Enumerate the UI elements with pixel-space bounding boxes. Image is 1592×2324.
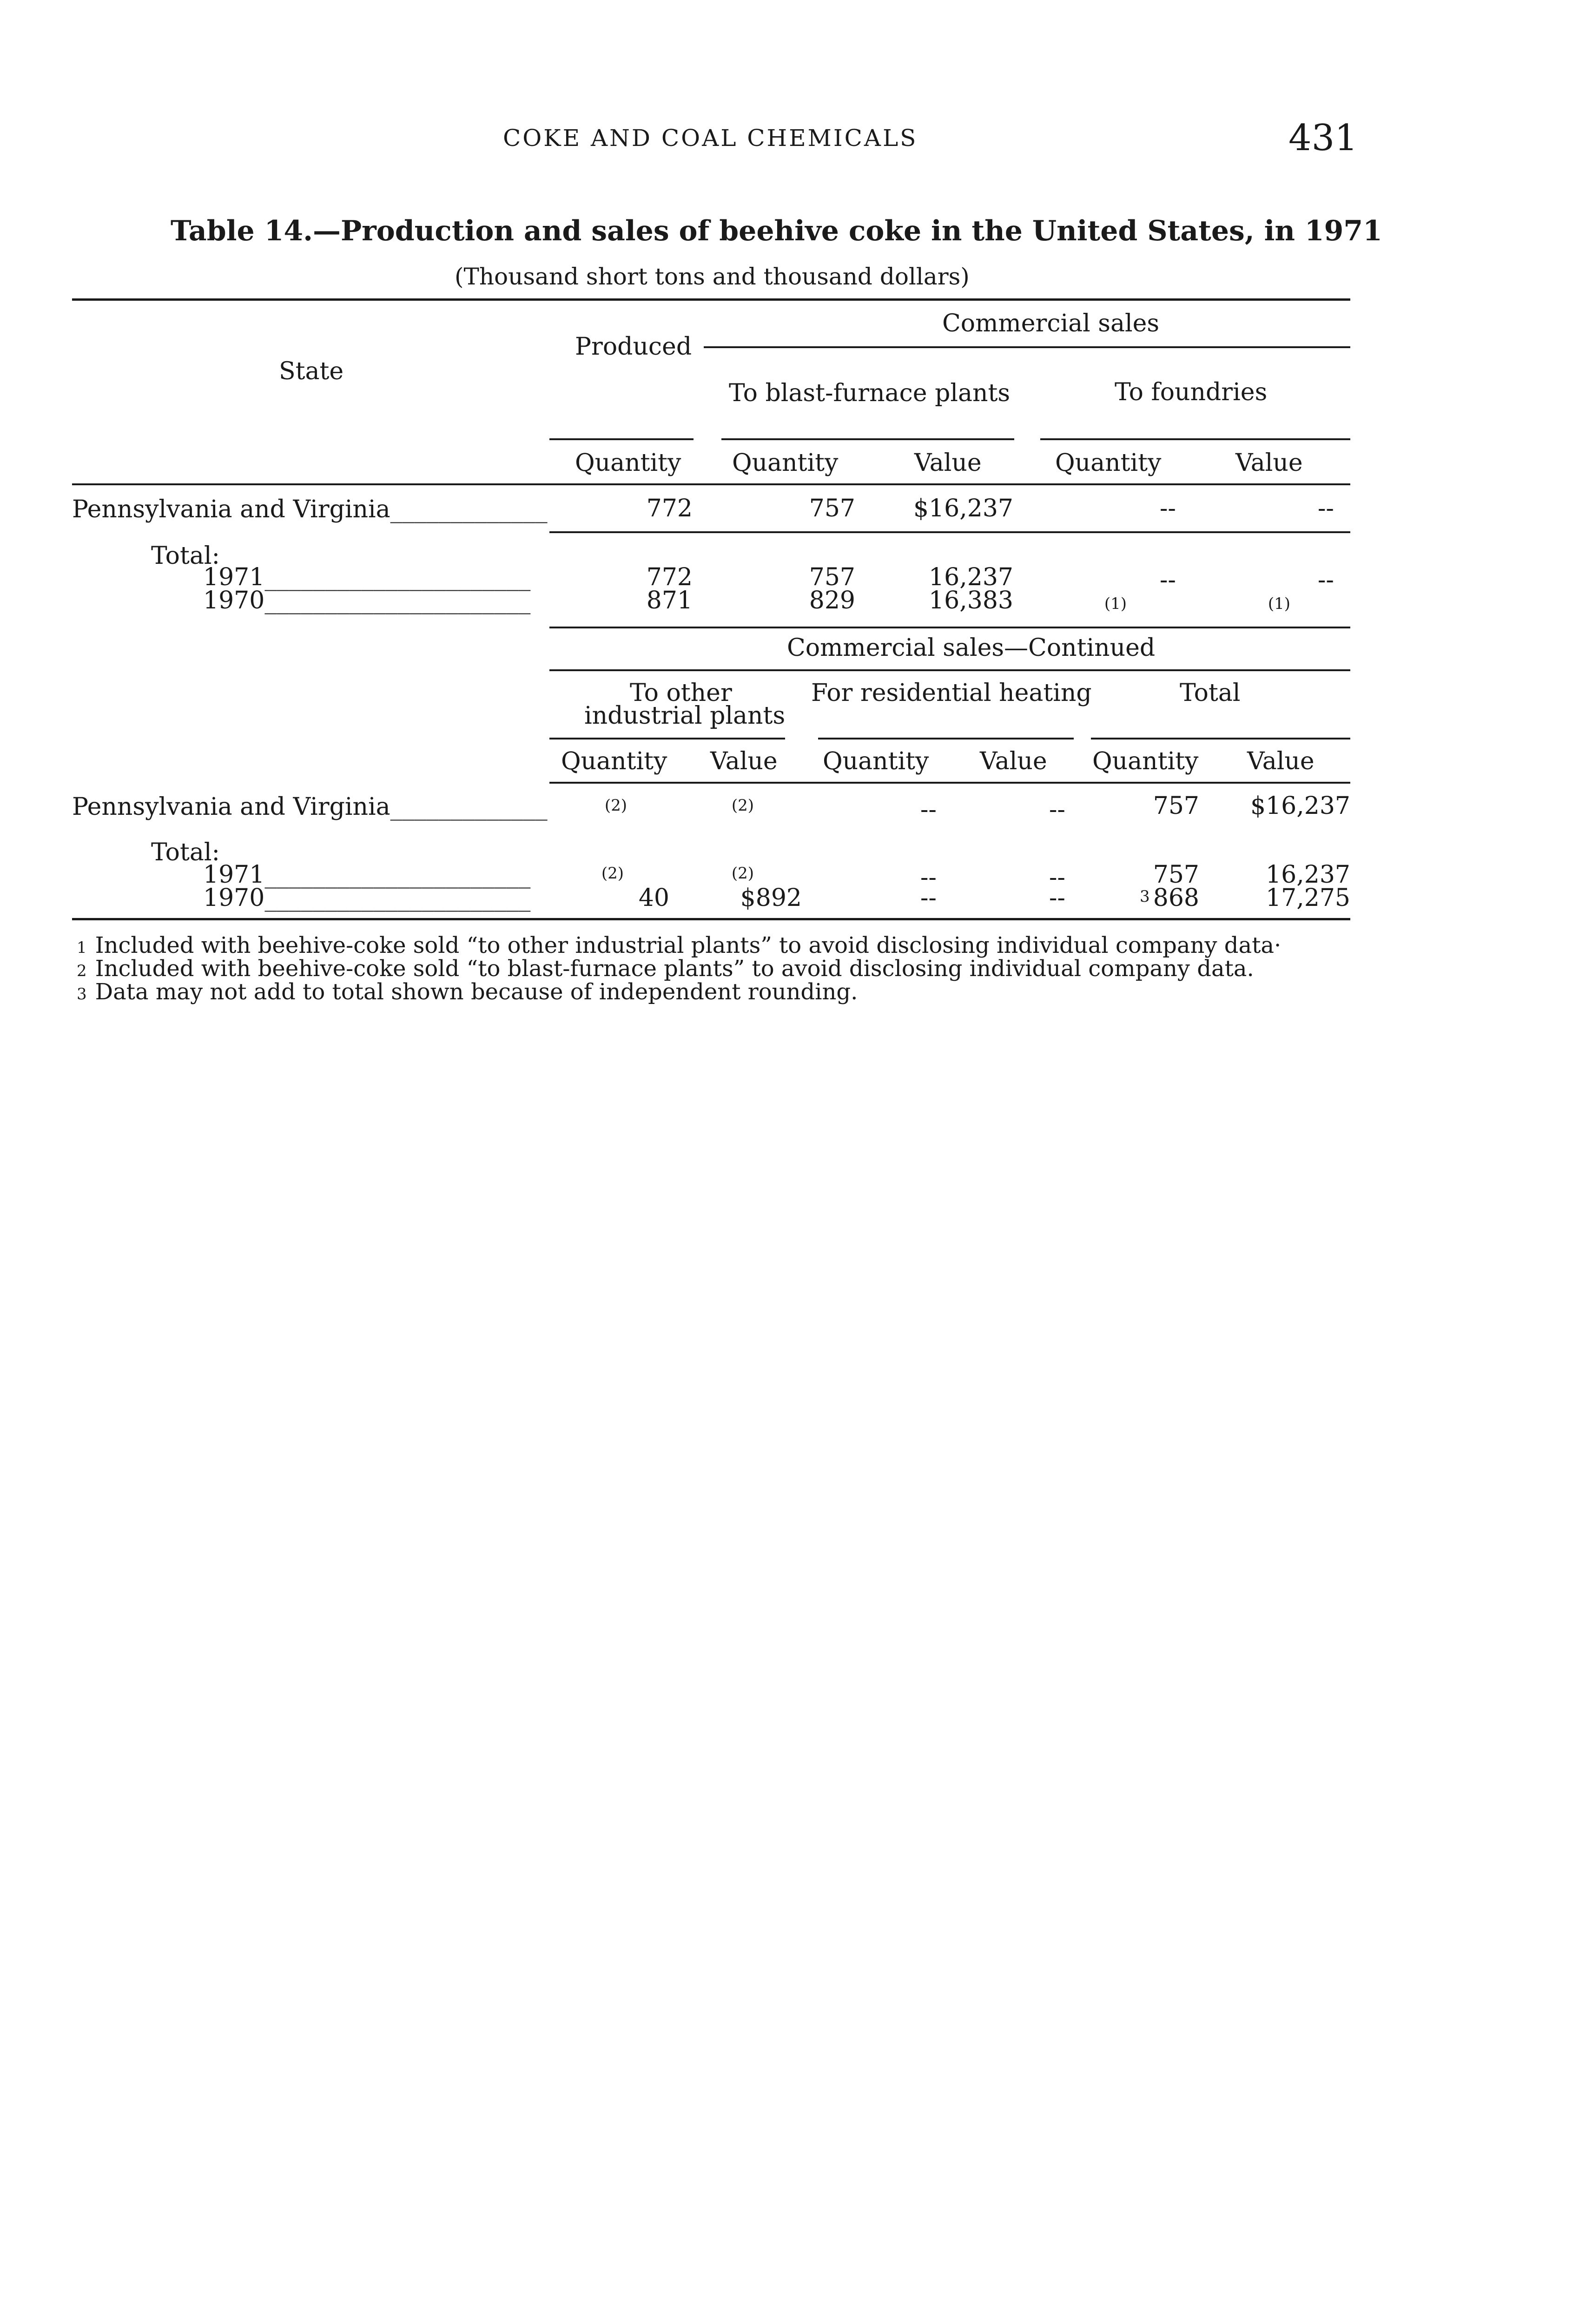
footnote-ref-2: (2) [601,864,624,883]
rule-other-group [549,738,785,739]
cell-total-quantity: 868 [1153,884,1199,912]
header-quantity-residential: Quantity [823,747,929,775]
cell-foundries-value: -- [1317,495,1334,522]
cell-total-quantity: 757 [1153,792,1199,820]
cell-foundries-quantity: -- [1159,495,1176,522]
rule-total-group [1091,738,1350,739]
leader-dots: _____________ [390,495,548,523]
footnote-ref-1: (1) [1104,594,1127,613]
header-other-industrial-2: industrial plants [584,702,786,730]
header-quantity-total: Quantity [1092,747,1199,775]
header-value-other: Value [710,747,778,775]
cell-blast-value: $16,237 [913,495,1013,522]
cell-blast-quantity: 757 [809,563,855,591]
rule-part2-header-bottom [549,782,1350,784]
cell-produced: 772 [646,563,693,591]
cell-residential-quantity: -- [920,796,937,824]
cell-blast-quantity: 829 [809,587,855,614]
header-total: Total [1180,679,1241,707]
page-number: 431 [1288,117,1358,159]
cell-residential-value: -- [1049,884,1065,912]
header-to-foundries: To foundries [1115,378,1268,406]
rule-residential-group [818,738,1074,739]
cell-residential-value: -- [1049,796,1065,824]
cell-blast-value: 16,237 [929,563,1013,591]
cell-total-value: 17,275 [1266,884,1350,912]
cell-produced: 772 [646,495,693,522]
header-residential: For residential heating [811,679,1092,707]
rule-produced-group [549,438,694,440]
row-label: Pennsylvania and Virginia [72,495,390,523]
leader-dots: ______________________ [264,861,531,889]
total-label: Total: [151,838,220,866]
row-label: 1971 [203,563,265,591]
row-label: Pennsylvania and Virginia [72,793,390,821]
header-quantity-produced: Quantity [575,449,681,477]
header-quantity-other: Quantity [561,747,667,775]
footnote-ref-3: 3 [1140,887,1150,906]
total-label: Total: [151,542,220,570]
rule-row-bottom [549,531,1350,533]
rule-continued [549,669,1350,671]
header-value-foundries: Value [1235,449,1303,477]
rule-commercial-sales [704,346,1350,348]
footnote-text: Included with beehive-coke sold “to blast-furnace plants” to avoid disclosing individual company data. [95,956,1254,982]
header-value-total: Value [1247,747,1315,775]
table-title: Table 14.—Production and sales of beehive coke in the United States, in 1971 [171,215,1382,247]
header-to-blast-furnace: To blast-furnace plants [729,379,1011,407]
cell-blast-value: 16,383 [929,587,1013,614]
leader-dots: ______________________ [264,884,531,912]
cell-residential-quantity: -- [920,884,937,912]
rule-top [72,298,1350,301]
header-produced: Produced [575,333,692,361]
header-quantity-foundries: Quantity [1055,449,1162,477]
footnote-ref-2: (2) [731,864,754,883]
footnote [77,981,858,1003]
cell-foundries-quantity: -- [1159,566,1176,594]
cell-total-value: 16,237 [1266,861,1350,889]
header-quantity-blast: Quantity [732,449,839,477]
leader-dots: ______________________ [264,587,531,614]
cell-foundries-value: -- [1317,566,1334,594]
rule-bottom [72,918,1350,920]
footnote-mark: 1 [77,938,87,957]
rule-blast-group [721,438,1014,440]
header-other-industrial: To other [630,679,732,707]
cell-total-value: $16,237 [1250,792,1350,820]
header-commercial-sales: Commercial sales [942,310,1160,337]
cell-residential-value: -- [1049,864,1065,891]
cell-blast-quantity: 757 [809,495,855,522]
footnote-text: Data may not add to total shown because of independent rounding. [95,979,858,1005]
header-value-blast: Value [914,449,982,477]
rule-part2-top [549,627,1350,628]
running-head: COKE AND COAL CHEMICALS [503,125,918,152]
rule-header-bottom [72,483,1350,485]
row-label: 1970 [203,587,265,614]
row-label: 1970 [203,884,265,912]
footnote-ref-1: (1) [1268,594,1291,613]
leader-dots: _____________ [390,793,548,821]
header-value-residential: Value [980,747,1047,775]
rule-foundries-group [1040,438,1350,440]
cell-produced: 871 [646,587,693,614]
table-subtitle: (Thousand short tons and thousand dollars) [455,263,970,290]
cell-total-quantity: 757 [1153,861,1199,889]
cell-residential-quantity: -- [920,864,937,891]
row-label: 1971 [203,861,265,889]
footnote [77,934,1281,957]
footnote-mark: 3 [77,985,87,1004]
footnote-mark: 2 [77,962,87,980]
footnote [77,957,1254,980]
footnote-ref-2: (2) [604,796,628,815]
footnote-text: Included with beehive-coke sold “to other industrial plants” to avoid disclosing individual company data· [95,932,1282,958]
footnote-ref-2: (2) [731,796,754,815]
header-state: State [279,357,344,385]
cell-other-quantity: 40 [638,884,669,912]
header-continued: Commercial sales—Continued [787,634,1156,662]
leader-dots: ______________________ [264,563,531,591]
cell-other-value: $892 [740,884,802,912]
